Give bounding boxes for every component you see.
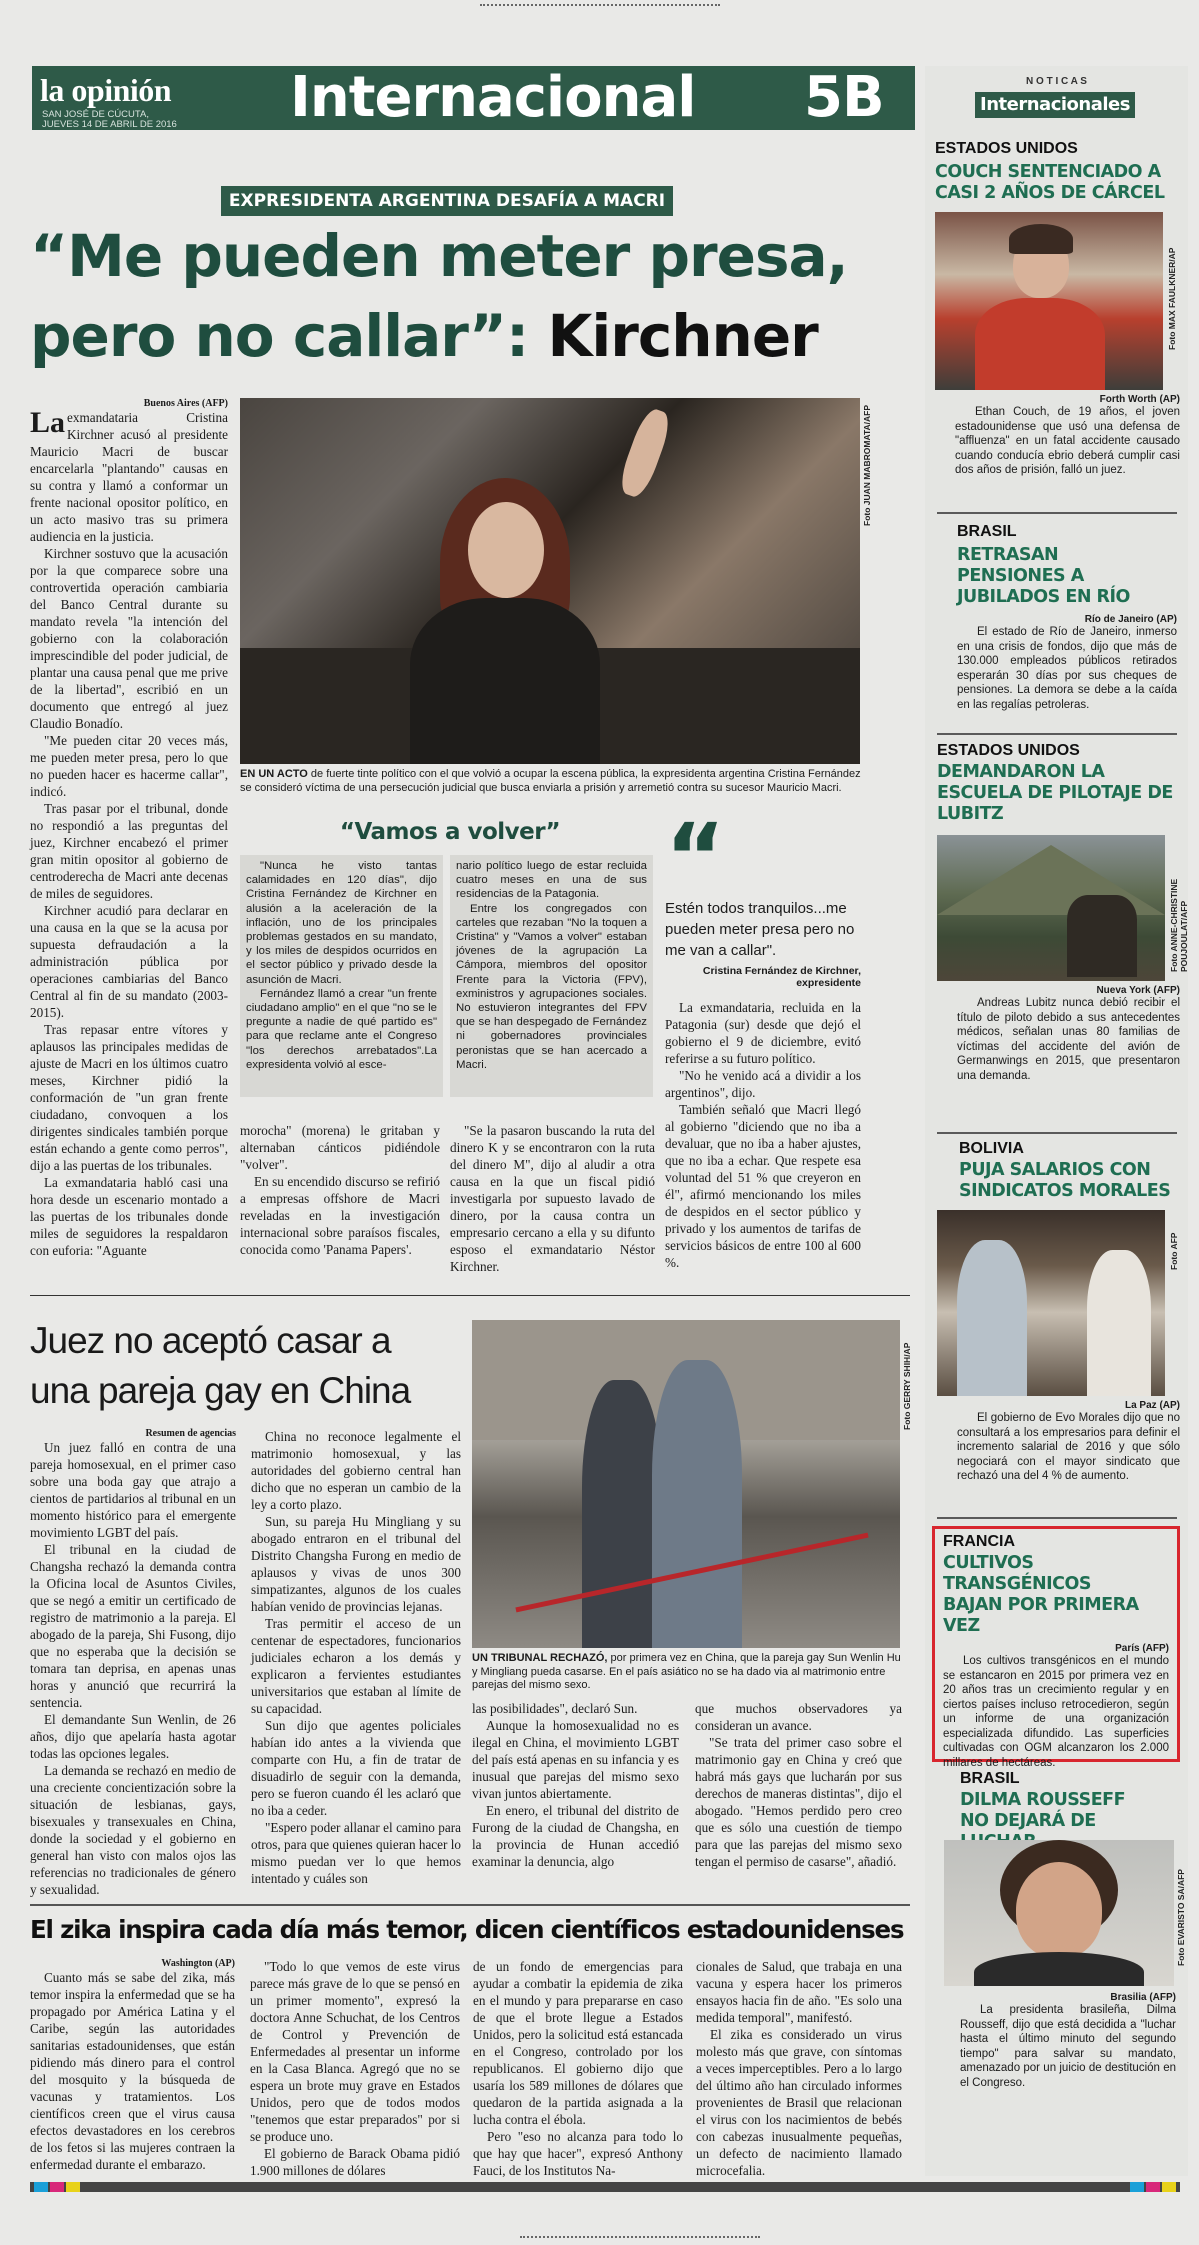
sidebar-headline: DILMA ROUSSEFF NO DEJARÁ DE: [960, 1790, 1126, 1831]
zika-dateline: Washington (AP): [161, 1958, 235, 1969]
photo-credit: Foto AFP: [1169, 1232, 1179, 1270]
sidebar-headline: PUJA SALARIOS CON SINDICATOS MORALES: [959, 1160, 1171, 1201]
sidebar-place: Nueva York (AFP): [1096, 985, 1180, 996]
lead-paragraph: Kirchner acudió para declarar en una causa en la que se la acusa por supuesta defraudación a la administración pública por operaciones cambiarias del Banco Central al fin de su mandato (2003-2015).: [30, 903, 228, 1020]
china-headline-line-2: una pareja gay en China: [30, 1370, 411, 1411]
sidebar-place: La Paz (AP): [1124, 1400, 1180, 1411]
sidebar-headline: CULTIVOS TRANSGÉNICOS BAJAN POR PRIMERA VEZ: [943, 1553, 1139, 1636]
china-headline: [30, 1316, 470, 1416]
pull-quote: [665, 804, 861, 1271]
sidebar-place: Forth Worth (AP): [1099, 394, 1180, 405]
china-paragraph: Aunque la homosexualidad no es ilegal en China, el movimiento LGBT del país está apenas en su infancia y es inusual que parejas del mismo sexo vivan juntos abiertamente.: [472, 1718, 679, 1801]
color-swatch-magenta: [1146, 2182, 1160, 2192]
sidebar-separator: [937, 1132, 1177, 1134]
box-text: nario político luego de estar recluida cuatro meses en una de sus residencias de la Patagonia.: [456, 860, 647, 901]
newspaper-logo: la opinión: [40, 72, 172, 108]
china-paragraph: En enero, el tribunal del distrito de Furong de la ciudad de Changsha, en la provincia de Hunan accedió examinar la denuncia, algo: [472, 1803, 679, 1869]
zika-column-3: [473, 1958, 683, 2179]
lead-paragraph: morocha" (morena) le gritaban y alternaban cánticos pidiéndole "volver".: [240, 1123, 440, 1172]
quote-author: Cristina Fernández de Kirchner,: [702, 965, 861, 977]
sidebar-title: Internacionales: [975, 92, 1135, 118]
china-paragraph: China no reconoce legalmente el matrimonio homosexual, y las autoridades del gobierno central han dicho que no esperan un cambio de la ley a corto plazo.: [251, 1429, 461, 1512]
china-paragraph: El demandante Sun Wenlin, de 26 años, dijo que apelaría hasta agotar todas las opciones legales.: [30, 1712, 236, 1761]
sidebar-country: BRASIL: [960, 1770, 1020, 1787]
sidebar-item-couch: [935, 140, 1180, 478]
masthead: [32, 66, 915, 130]
masthead-date: JUEVES 14 DE ABRIL DE 2016: [42, 119, 177, 130]
sidebar-text: El estado de Río de Janeiro, inmerso en una crisis de fondos, dijo que más de 130.000 empleados públicos retirados esperarán 30 días por sus cheques de pensiones. La demora se debe a la caída en las regalías petroleras.: [957, 626, 1177, 711]
sidebar-separator: [937, 733, 1177, 735]
china-paragraph: El tribunal en la ciudad de Changsha rechazó la demanda contra la Oficina local de Asuntos Civiles, que se negó a emitir un certificado de registro de matrimonio a la pareja. El abogado de la pareja, Shi Fusong, dijo que no esperaba que la decisión se tomara tan deprisa, en apenas unas horas y anunció que recurrirá la sentencia.: [30, 1542, 236, 1710]
zika-paragraph: El gobierno de Barack Obama pidió 1.900 millones de dólares: [250, 2146, 460, 2178]
sidebar-header: [925, 66, 1188, 132]
person-silhouette: [957, 1240, 1027, 1396]
lead-column-bottom-2: [450, 1122, 655, 1275]
person-body: [975, 298, 1105, 390]
person-silhouette: [652, 1360, 742, 1648]
bolivia-photo: [937, 1210, 1165, 1396]
people-group: [1067, 895, 1137, 977]
caption-text: por primera vez en China, que la pareja gay Sun Wenlin Hu y Mingliang pueda casarse. En el país asiático no se ha dado via al matrimonio entre parejas del mismo sexo.: [472, 1652, 901, 1691]
sidebar-item-francia: [932, 1526, 1180, 1769]
page-number: 5B: [804, 65, 884, 130]
lead-paragraph: También señaló que Macri llegó al gobierno "diciendo que no iba a devaluar, que no iba a haber ajustes, que no iba a echar. Que respete esa voluntad del 51 % que creyeron en él", afirmó mencionando los miles de despidos en el sector público y privado y los aumentos de tarifas de servicios básicos de entre 100 al 600 %.: [665, 1102, 861, 1270]
sidebar-country: FRANCIA: [943, 1533, 1015, 1550]
sidebar-text: Los cultivos transgénicos en el mundo se estancaron en 2015 por primera vez en 20 años tras un crecimiento regular y en ciertos países incluso retrocedieron, según un informe de una organización especializada difundido. Las superficies cultivadas con OGM alcanzaron los 2.000 millares de hectáreas.: [943, 1655, 1169, 1769]
sidebar-place: Brasilia (AFP): [1110, 1992, 1176, 2003]
sidebar-place: Río de Janeiro (AP): [1084, 614, 1177, 625]
dilma-photo: [944, 1840, 1174, 1986]
kirchner-photo: [240, 398, 860, 764]
masthead-city: SAN JOSÉ DE CÚCUTA,: [42, 109, 149, 120]
photo-credit: Foto ANNE-CHRISTINE POUJOULAT/AFP: [1169, 878, 1189, 972]
lead-dateline: Buenos Aires (AFP): [143, 398, 228, 409]
person-face: [1016, 1862, 1102, 1958]
lead-kicker: EXPRESIDENTA ARGENTINA DESAFÍA A MACRI: [221, 186, 673, 216]
lead-photo-caption: [240, 768, 862, 795]
zika-column-4: [696, 1958, 902, 2179]
caption-lead: UN TRIBUNAL RECHAZÓ,: [472, 1652, 608, 1664]
china-photo: [472, 1320, 900, 1648]
lead-paragraph: En su encendido discurso se refirió a empresas offshore de Macri reveladas en la investigación internacional sobre paraísos fiscales, conocida como 'Panama Papers'.: [240, 1174, 440, 1257]
lead-column-bottom-1: [240, 1122, 440, 1258]
lead-paragraph: La exmandataria, recluida en la Patagonia (sur) desde que dejó el gobierno el 9 de diciembre, evitó referirse a su futuro político.: [665, 1000, 861, 1066]
sidebar-country: ESTADOS UNIDOS: [937, 742, 1080, 759]
sidebar-box-vamos: [240, 817, 660, 1137]
color-swatch-yellow: [1162, 2182, 1176, 2192]
lead-paragraph: Tras pasar por el tribunal, donde no respondió a las preguntas del juez, Kirchner encabezó el primer gran mitin opositor al gobierno de centroderecha de Macri ante decenas de miles de seguidores.: [30, 801, 228, 901]
zika-column-2: [250, 1958, 460, 2179]
zika-paragraph: Cuanto más se sabe del zika, más temor inspira la enfermedad que se ha propagado por América Latina y el Caribe, según las autoridades sanitarias estadounidenses, que están pidiendo más dinero para el control del mosquito y la búsqueda de vacunas y tratamientos. Los científicos creen que el virus causa efectos devastadores en los cerebros de los fetos si las mujeres contraen la enfermedad durante el embarazo.: [30, 1970, 235, 2172]
china-paragraph: Un juez falló en contra de una pareja homosexual, en el primer caso sobre una boda gay que atrajo a cientos de partidarios al tribunal en un momento histórico para el emergente movimiento LGBT del país.: [30, 1440, 236, 1540]
sidebar-separator: [937, 512, 1177, 514]
sidebar-headline: RETRASAN PENSIONES A JUBILADOS EN RÍO: [957, 545, 1130, 607]
lead-headline-name: Kirchner: [547, 302, 818, 370]
lead-paragraph: La exmandataria habló casi una hora desde un escenario montado a las puertas de los tribunales donde miles de seguidores la respaldaron con euforia: "Aguante: [30, 1175, 228, 1258]
lead-headline-line-1: “Me pueden meter presa,: [30, 222, 848, 290]
top-rule: [480, 4, 720, 6]
bottom-rule: [520, 2236, 760, 2238]
lead-paragraph: "Me pueden citar 20 veces más, me pueden meter presa, pero lo que no pueden hacer es hacerme callar", indicó.: [30, 733, 228, 799]
china-paragraph: "Espero poder allanar el camino para otros, para que quienes quieran hacer lo mismo puedan ver lo que hemos intentado y cuáles son: [251, 1820, 461, 1886]
china-headline-line-1: Juez no aceptó casar a: [30, 1320, 391, 1361]
lead-paragraph-text: exmandataria Cristina Kirchner acusó al presidente Mauricio Macri de buscar encarcelarla "plantando" causas en su contra y llamó a conformar un frente nacional opositor político, en un acto masivo tras su primera audiencia en la justicia.: [30, 410, 228, 544]
sidebar-separator: [937, 1517, 1177, 1519]
zika-paragraph: "Todo lo que vemos de este virus parece más grave de lo que se pensó en un primer momento", expresó la doctora Anne Schuchat, de los Centros de Control y Prevención de Enfermedades al presentar un informe en la Casa Blanca. Agregó que no se espera un brote muy grave en Estados Unidos, pero que de todos modos "tenemos que estar preparados" por si se produce uno.: [250, 1959, 460, 2144]
china-column-3: [472, 1700, 679, 1870]
caption-lead: EN UN ACTO: [240, 768, 308, 780]
zika-paragraph: cionales de Salud, que trabaja en una vacuna y espera hacer los primeros ensayos hacia fin de año. "Es solo una medida temporal", manifestó.: [696, 1959, 902, 2025]
china-dateline: Resumen de agencias: [145, 1428, 236, 1439]
photo-credit: Foto EVARISTO SA/AFP: [1176, 1869, 1186, 1966]
china-paragraph: las posibilidades", declaró Sun.: [472, 1701, 638, 1716]
person-hair: [1009, 224, 1073, 254]
quote-role: expresidente: [796, 977, 861, 989]
china-paragraph: Sun, su pareja Hu Mingliang y su abogado entraron en el tribunal del Distrito Changsha Furong en medio de aplausos y vivas de unos 300 simpatizantes, algunos de los cuales habían venido de provincias lejanas.: [251, 1514, 461, 1614]
person-silhouette: [1087, 1250, 1151, 1396]
china-paragraph: Sun dijo que agentes policiales habían ido antes a la vivienda que comparte con Hu, a fin de tratar de disuadirlo de seguir con la demanda, pero se fueron cuando él les aclaró que no iba a ceder.: [251, 1718, 461, 1818]
zika-paragraph: El zika es considerado un virus molesto más que grave, con síntomas a veces imperceptibles. Pero a lo largo del último año han circulado informes provenientes de Brasil que relacionan el virus con los nacimientos de bebés con cabezas inusualmente pequeñas, un defecto de nacimiento llamado microcefalia.: [696, 2027, 902, 2178]
lead-headline-line-2: [30, 300, 818, 372]
box-title: “Vamos a volver”: [339, 819, 561, 845]
sidebar-country: BRASIL: [957, 523, 1017, 540]
china-column-2: [251, 1428, 461, 1887]
sidebar-headline: DEMANDARON LA ESCUELA DE PILOTAJE DE LUBITZ: [937, 762, 1173, 824]
sidebar-country: ESTADOS UNIDOS: [935, 140, 1078, 157]
kirchner-face: [468, 502, 544, 598]
person-silhouette: [582, 1380, 662, 1648]
box-text: "Nunca he visto tantas calamidades en 120 días", dijo Cristina Fernández de Kirchner en alusión a la aceleración de la inflación, uno de los principales problemas gestados en su mandato, y los miles de despidos ocurridos en el sector público y privado desde la asunción de Macri.: [246, 860, 437, 986]
raised-hand: [616, 406, 675, 501]
color-swatch-magenta: [50, 2182, 64, 2192]
photo-credit: Foto MAX FAULKNER/AP: [1167, 247, 1177, 350]
drop-cap: La: [30, 406, 66, 439]
sidebar-text: Ethan Couch, de 19 años, el joven estadounidense que usó una defensa de "affluenza" en un fatal accidente causado cuando conducía ebrio deberá cumplir casi dos años de prisión, falló un juez.: [955, 406, 1180, 476]
color-swatch-yellow: [66, 2182, 80, 2192]
zika-paragraph: Pero "eso no alcanza para todo lo que hay que hacer", expresó Anthony Fauci, de los Institutos Na-: [473, 2129, 683, 2178]
color-swatch-cyan: [1130, 2182, 1144, 2192]
sidebar-text: Andreas Lubitz nunca debió recibir el título de piloto debido a sus antecedentes médicos, señalan unas 80 familias de víctimas del accidente del avión de Germanwings en 2015, que presentaron una demanda.: [957, 997, 1180, 1082]
quote-mark-icon: “: [665, 804, 718, 911]
lead-paragraph: "Se la pasaron buscando la ruta del dinero K y se encontraron con la ruta del dinero M", dijo al aludir a otra causa en la que un fiscal pidió investigarla por supuesto lavado de dinero, por la causa contra un empresario cercano a ella y su difunto esposo el exmandatario Néstor Kirchner.: [450, 1123, 655, 1274]
china-paragraph: La demanda se rechazó en medio de una creciente concientización sobre la situación de lesbianas, gays, bisexuales y transexuales en China, donde la sociedad y el gobierno en general han visto con malos ojos las referencias no tradicionales de género y sexualidad.: [30, 1763, 236, 1897]
lubitz-photo: [937, 835, 1165, 981]
lead-paragraph: [30, 406, 228, 545]
china-column-1: [30, 1428, 236, 1898]
sidebar-item-pensiones: [957, 523, 1177, 712]
lead-headline-quote: pero no callar”:: [30, 302, 548, 370]
sidebar-place: París (AFP): [1115, 1643, 1169, 1654]
china-column-4: [695, 1700, 902, 1870]
person-body: [974, 1952, 1144, 1986]
masthead-dateline: [42, 110, 177, 130]
box-text: Fernández llamó a crear "un frente ciudadano amplio" en el que "no se le pregunte a nadie de qué partido es" para que reclame ante el Congreso "los derechos arrebatados".La expresidenta volvió al esce-: [246, 987, 437, 1071]
color-swatch-cyan: [34, 2182, 48, 2192]
sidebar-item-bolivia: [937, 1140, 1180, 1484]
sidebar-headline: COUCH SENTENCIADO A CASI 2 AÑOS DE CÁRCEL: [935, 162, 1165, 203]
box-column-2: [450, 855, 653, 1097]
sidebar-item-lubitz: [937, 742, 1189, 1083]
sidebar-item-dilma-text: [960, 1992, 1176, 2090]
lead-column-left: [30, 398, 228, 1259]
kirchner-body: [410, 598, 600, 764]
sidebar-text: El gobierno de Evo Morales dijo que no consultará a los empresarios para definir el incremento salarial de 2016 y que sólo negociará con el mayor sindicato que rechazó una del 4 % de aumento.: [957, 1412, 1180, 1482]
lead-column-right: [665, 999, 861, 1271]
color-bar: [30, 2182, 1180, 2192]
photo-credit: Foto GERRY SHIH/AP: [902, 1342, 912, 1430]
sidebar-country: BOLIVIA: [959, 1140, 1024, 1157]
box-text: Entre los congregados con carteles que rezaban "No la toquen a Cristina" y "Vamos a volver" estaban jóvenes de la agrupación La Cámpora, miembros del opositor Frente para la Victoria (FPV), exministros y agrupaciones sociales. No estuvieron integrantes del FPV que se han despegado de Fernández ni gobernadores provinciales peronistas que se han acercado a Macri.: [456, 902, 647, 1071]
zika-column-1: [30, 1958, 235, 2173]
quote-text: Estén todos tranquilos...me pueden meter presa pero no me van a callar".: [665, 900, 855, 959]
section-divider: [30, 1295, 910, 1296]
china-paragraph: "Se trata del primer caso sobre el matrimonio gay en China y creó que habrá más gays que lucharán por sus derechos de maneras distintas", dijo el abogado. "Hemos perdido pero creo que es sólo una cuestión de tiempo para que las parejas del mismo sexo tengan el permiso de casarse", añadió.: [695, 1735, 902, 1869]
couch-photo: [935, 212, 1163, 390]
section-divider: [30, 1904, 910, 1906]
china-paragraph: Tras permitir el acceso de un centenar de espectadores, funcionarios judiciales echaron a los demás y explicaron a fervientes estudiantes universitarios que estaban al límite de su capacidad.: [251, 1616, 461, 1716]
sidebar-text: La presidenta brasileña, Dilma Rousseff, dijo que está decidida a "luchar hasta el último minuto del segundo tiempo" para salvar su mandato, amenazado por un juicio de destitución en el Congreso.: [960, 2004, 1176, 2089]
lead-paragraph: Kirchner sostuvo que la acusación por la que comparece sobre una controvertida operación cambiaria del Banco Central durante su mandato revela "la intención del gobierno con la colaboración imprescindible del poder judicial, de plantar una causa penal que me prive de la libertad", escribió en un documento que entregó al juez Claudio Bonadío.: [30, 546, 228, 731]
sidebar-kicker: N O T I C A S: [1026, 76, 1087, 87]
zika-paragraph: de un fondo de emergencias para ayudar a combatir la epidemia de zika en el mundo y para prepararse en caso de que el brote llegue a Estados Unidos, pero la solicitud está estancada en el Congreso, controlado por los republicanos. El gobierno dijo que usaría los 589 millones de dólares que quedaron de la partida asignada a la lucha contra el ébola.: [473, 1959, 683, 2127]
zika-headline: El zika inspira cada día más temor, dicen científicos estadounidenses: [30, 1915, 904, 1944]
lead-paragraph: "No he venido acá a dividir a los argentinos", dijo.: [665, 1068, 861, 1100]
photo-credit: Foto JUAN MABROMATA/AFP: [862, 404, 872, 526]
caption-text: de fuerte tinte político con el que volvió a ocupar la escena pública, la expresidenta argentina Cristina Fernández se consideró víctima de una persecución judicial que busca enviarla a prisión y arremetió contra su sucesor Mauricio Macri.: [240, 768, 861, 794]
china-paragraph: que muchos observadores ya consideran un avance.: [695, 1701, 902, 1733]
box-column-1: [240, 855, 443, 1097]
lead-paragraph: Tras repasar entre vítores y aplausos las principales medidas de ajuste de Macri en los últimos cuatro meses, Kirchner pidió la conformación de "un gran frente ciudadano, convoquen a los dirigentes sindicales también porque están echando a gente como perros", dijo a las puertas de los tribunales.: [30, 1022, 228, 1173]
section-title: Internacional: [290, 65, 696, 130]
china-photo-caption: [472, 1652, 902, 1693]
